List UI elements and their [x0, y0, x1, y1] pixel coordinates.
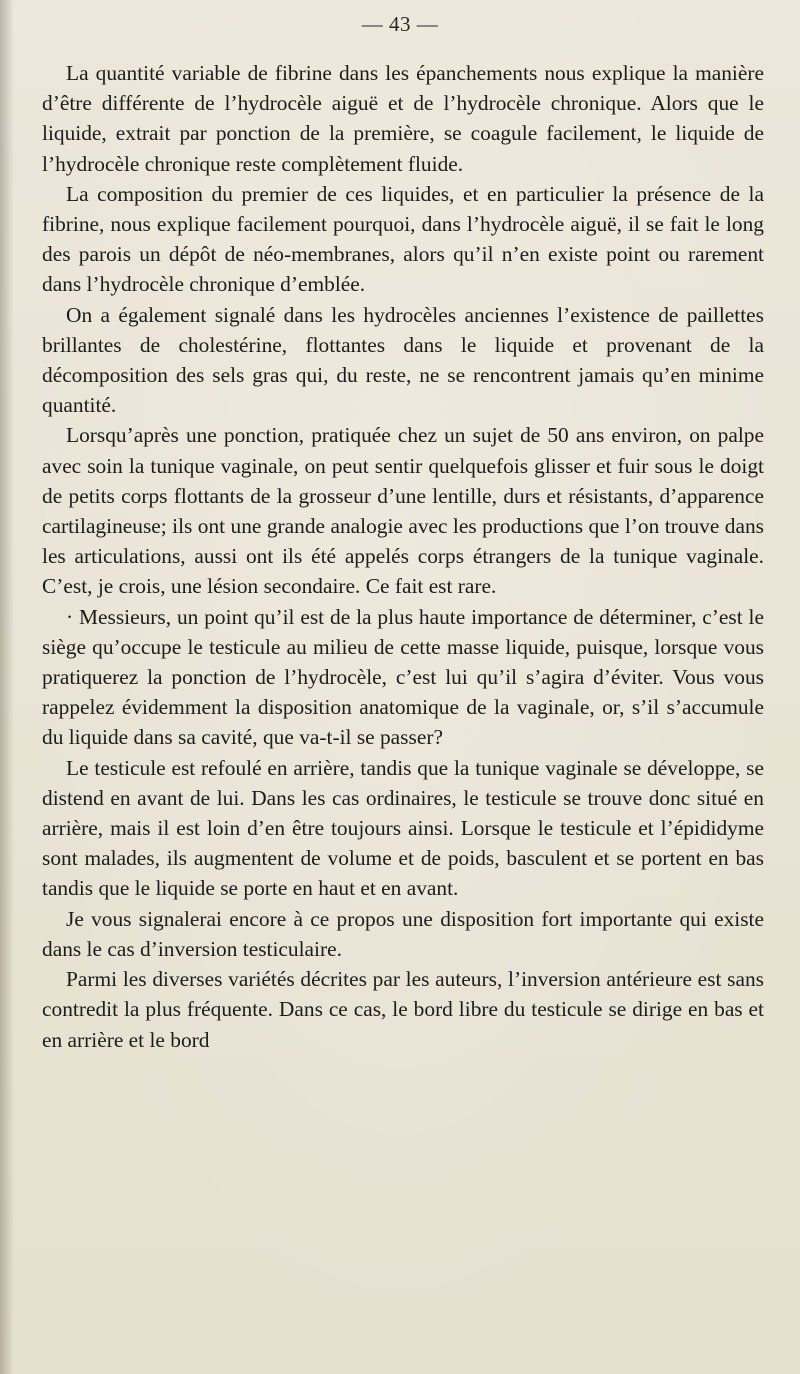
gutter-shadow	[0, 0, 14, 1374]
paragraph-siege-testicule: · Messieurs, un point qu’il est de la plus haute importance de déterminer, c’est le siège qu’occupe le testicule au milieu de cette masse liquide, puisque, lorsque vous pratiquerez la ponction de l’hydrocèle, c’est lui qu’il s’agira d’éviter. Vous vous rappelez évidemment la disposition anatomique de la vaginale, or, s’il s’accumule du liquide dans sa cavité, que va-t-il se passer?	[42, 604, 764, 750]
paragraph-corps-etrangers: Lorsqu’après une ponction, pratiquée chez un sujet de 50 ans environ, on palpe avec soin la tunique vaginale, on peut sentir quelquefois glisser et fuir sous le doigt de petits corps flottants de la grosseur d’une lentille, durs et résistants, d’apparence cartilagineuse; ils ont une grande analogie avec les productions que l’on trouve dans les articulations, aussi ont ils été appelés corps étrangers de la tunique vaginale. C’est, je crois, une lésion secondaire. Ce fait est rare.	[42, 423, 764, 599]
page-number: — 43 —	[361, 12, 439, 36]
paragraph-inversion: Je vous signalerai encore à ce propos une disposition fort importante qui existe dans le cas d’inversion testiculaire.	[42, 906, 764, 961]
paragraph-composition: La composition du premier de ces liquides, et en particulier la présence de la fibrine, nous explique facilement pourquoi, dans l’hydrocèle aiguë, il se fait le long des parois un dépôt de néo-membranes, alors qu’il n’en existe point ou rarement dans l’hydrocèle chronique d’emblée.	[42, 181, 764, 297]
paragraph-cholesterine: On a également signalé dans les hydrocèles anciennes l’existence de paillettes brillantes de cholestérine, flottantes dans le liquide et provenant de la décomposition des sels gras qui, du reste, ne se rencontrent jamais qu’en minime quantité.	[42, 302, 764, 418]
paragraph-refoulement: Le testicule est refoulé en arrière, tandis que la tunique vaginale se développe, se distend en avant de lui. Dans les cas ordinaires, le testicule se trouve donc situé en arrière, mais il est loin d’en être toujours ainsi. Lorsque le testicule et l’épididyme sont malades, ils augmentent de volume et de poids, basculent et se portent en bas tandis que le liquide se porte en haut et en avant.	[42, 755, 764, 901]
paragraph-fibrine: La quantité variable de fibrine dans les épanchements nous explique la manière d’être différente de l’hydrocèle aiguë et de l’hydrocèle chronique. Alors que le liquide, extrait par ponction de la première, se coagule facilement, le liquide de l’hydrocèle chronique reste complètement fluide.	[42, 61, 764, 176]
paragraph-varietes: Parmi les diverses variétés décrites par les auteurs, l’inversion antérieure est sans contredit la plus fréquente. Dans ce cas, le bord libre du testicule se dirige en bas et en arrière et le bord	[42, 967, 764, 1052]
body-text	[42, 58, 764, 1055]
